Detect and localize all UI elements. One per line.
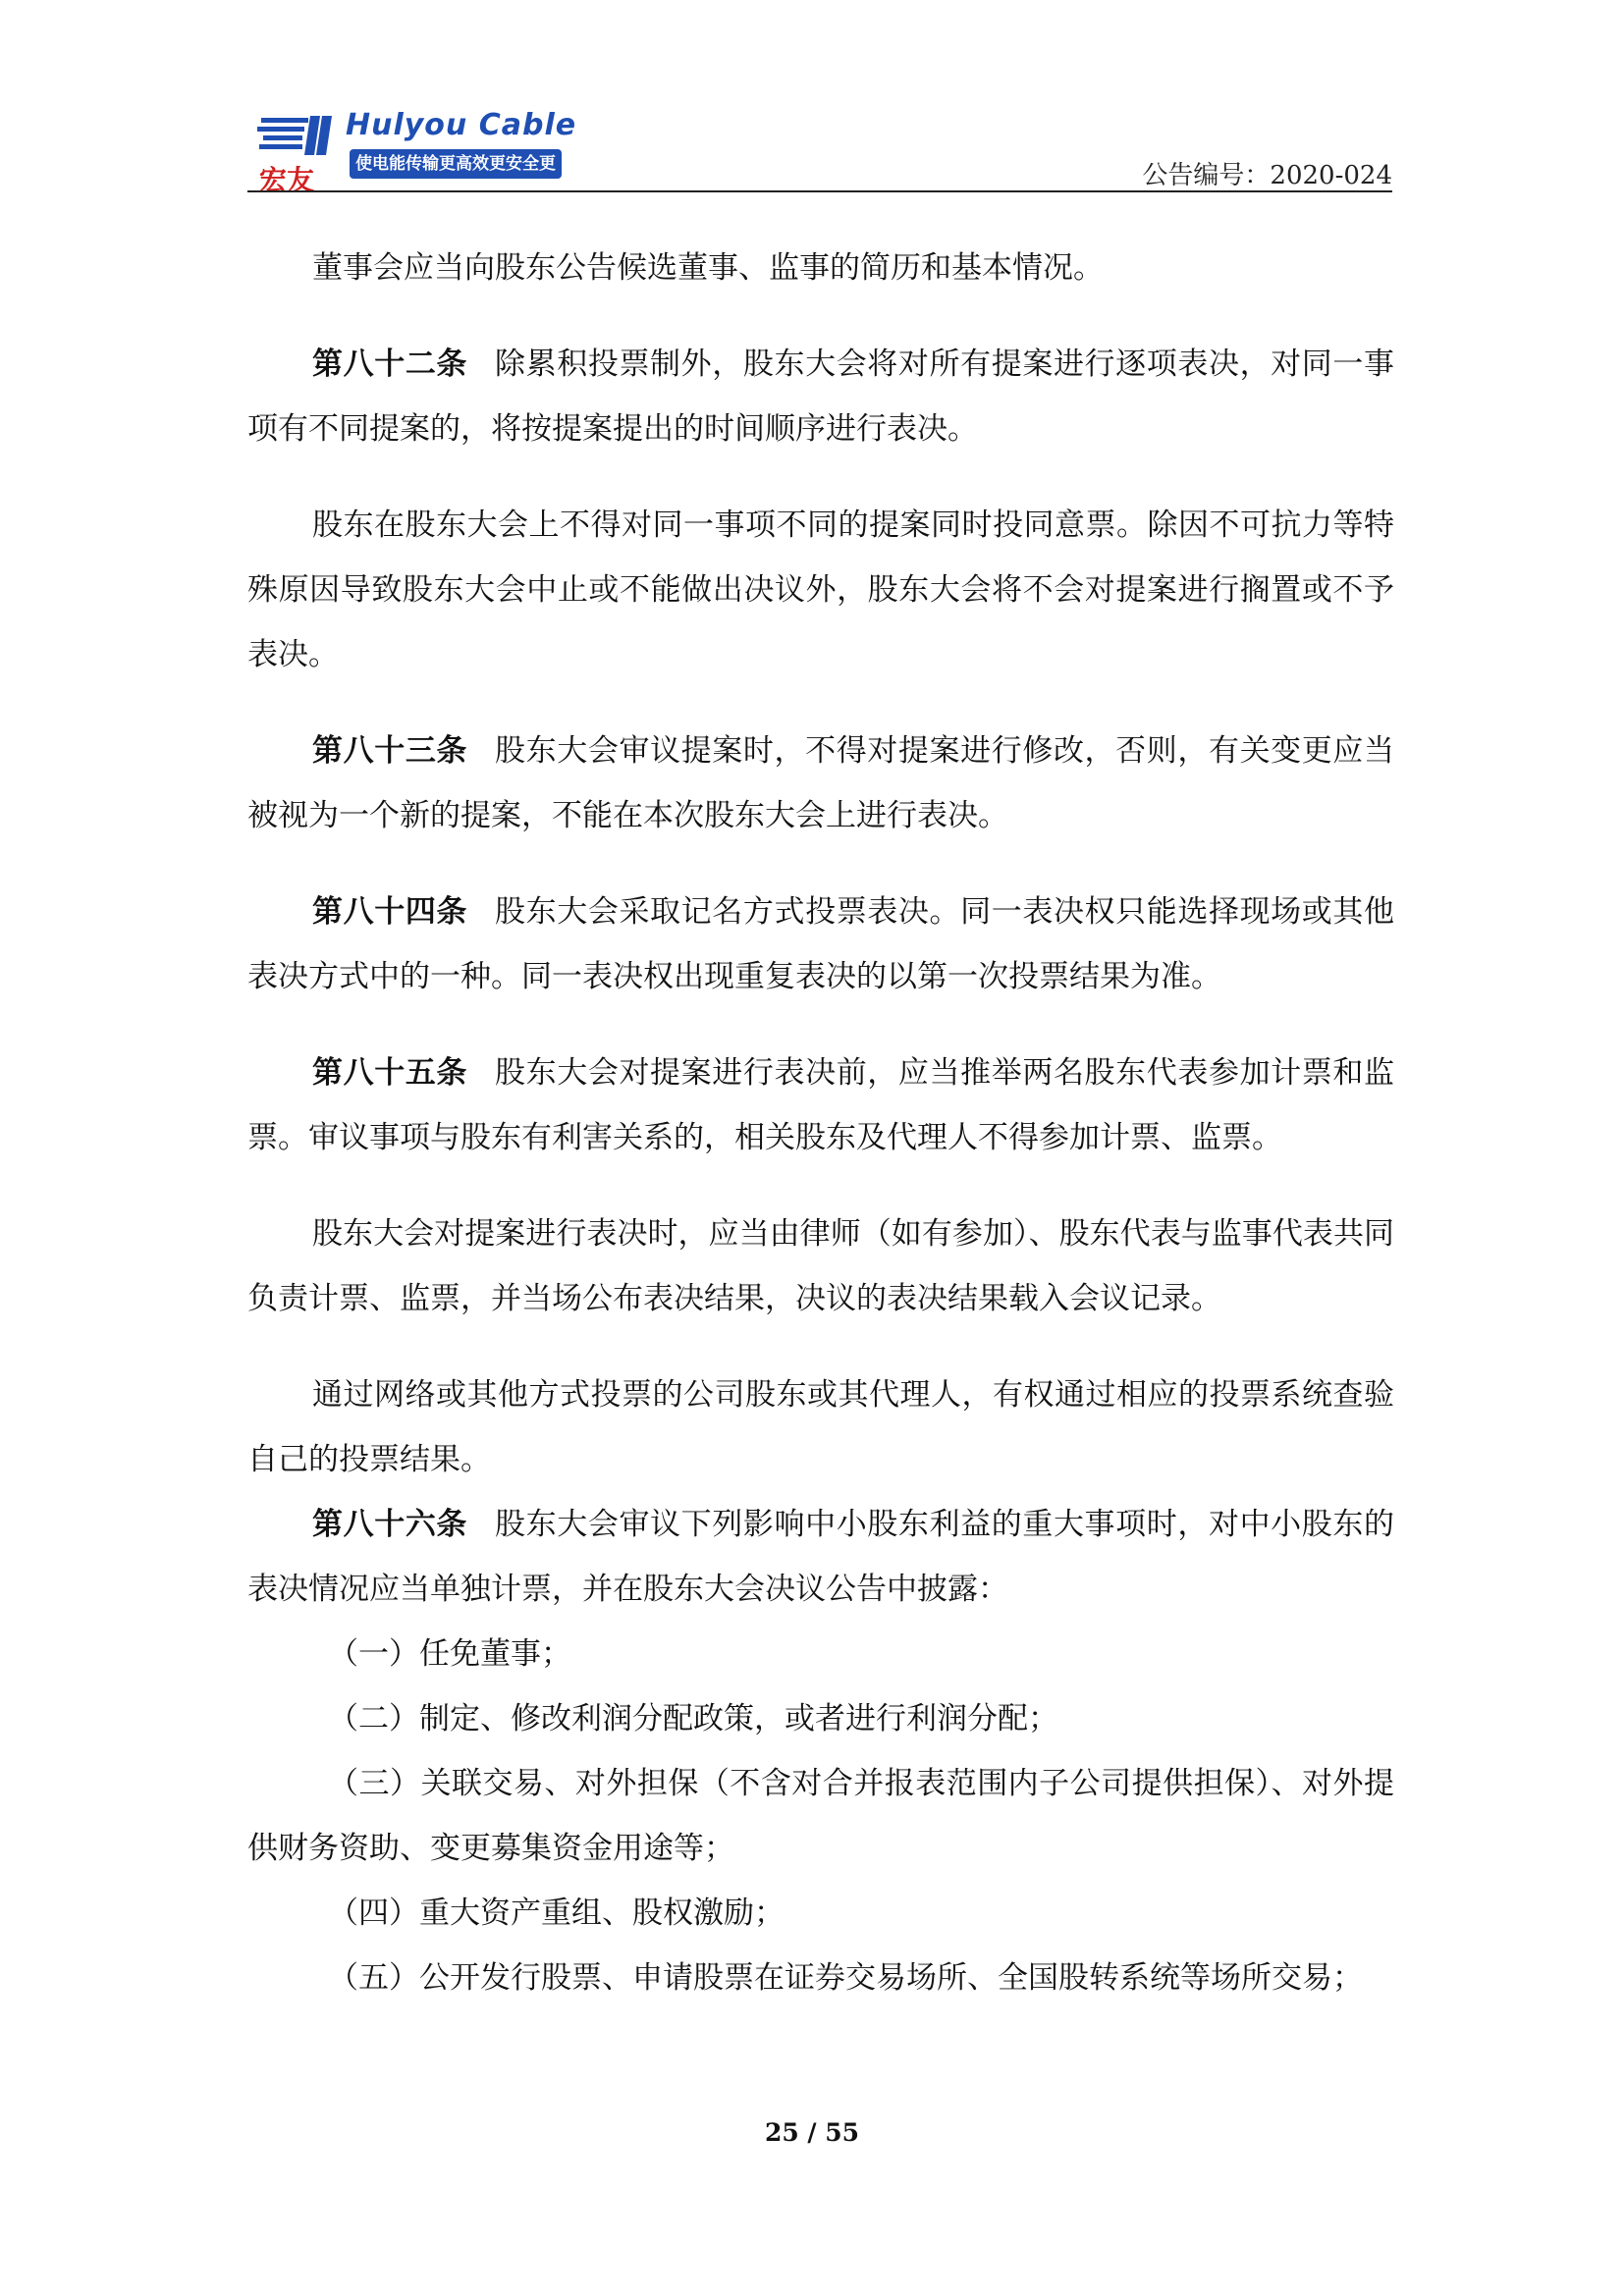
list-item: （四）重大资产重组、股权激励；: [328, 1896, 785, 1931]
list-item: （二）制定、修改利润分配政策，或者进行利润分配；: [328, 1701, 1058, 1736]
list-item: （五）公开发行股票、申请股票在证券交易场所、全国股转系统等场所交易；: [328, 1960, 1363, 1996]
article-heading: 第八十三条: [312, 733, 468, 769]
paragraph-article-85: 第八十五条 股东大会对提案进行表决前，应当推举两名股东代表参加计票和监票。审议事项与股东有利害关系的，相关股东及代理人不得参加计票、监票。: [247, 1055, 1394, 1155]
paragraph-article-86: 第八十六条 股东大会审议下列影响中小股东利益的重大事项时，对中小股东的表决情况应当单独计票，并在股东大会决议公告中披露：: [247, 1507, 1394, 1607]
page-number: 25 / 55: [764, 2118, 860, 2147]
header-rule: [247, 190, 1392, 192]
article-heading: 第八十五条: [312, 1055, 468, 1091]
document-body: [247, 236, 1394, 2010]
paragraph: 股东大会对提案进行表决时，应当由律师（如有参加）、股东代表与监事代表共同负责计票、监票，并当场公布表决结果，决议的表决结果载入会议记录。: [247, 1216, 1394, 1316]
list-item: （一）任免董事；: [328, 1636, 571, 1672]
article-heading: 第八十六条: [312, 1507, 468, 1542]
company-logo: [255, 108, 579, 203]
paragraph: 股东在股东大会上不得对同一事项不同的提案同时投同意票。除因不可抗力等特殊原因导致股东大会中止或不能做出决议外，股东大会将不会对提案进行搁置或不予表决。: [247, 507, 1394, 672]
paragraph-article-84: 第八十四条 股东大会采取记名方式投票表决。同一表决权只能选择现场或其他表决方式中的一种。同一表决权出现重复表决的以第一次投票结果为准。: [247, 894, 1394, 994]
paragraph-article-82: 第八十二条 除累积投票制外，股东大会将对所有提案进行逐项表决，对同一事项有不同提案的，将按提案提出的时间顺序进行表决。: [247, 347, 1394, 447]
paragraph-article-83: 第八十三条 股东大会审议提案时，不得对提案进行修改，否则，有关变更应当被视为一个新的提案，不能在本次股东大会上进行表决。: [247, 733, 1394, 833]
logo-slogan: 使电能传输更高效更安全更绿色: [350, 149, 562, 179]
article-heading: 第八十二条: [312, 347, 468, 382]
paragraph: 通过网络或其他方式投票的公司股东或其代理人，有权通过相应的投票系统查验自己的投票结果。: [247, 1377, 1394, 1477]
list-item: （三）关联交易、对外担保（不含对合并报表范围内子公司提供担保）、对外提供财务资助、变更募集资金用途等；: [247, 1766, 1394, 1866]
logo-chinese-name: 宏友: [259, 164, 315, 196]
announcement-number: 公告编号：2020-024: [1142, 161, 1392, 190]
paragraph: 董事会应当向股东公告候选董事、监事的简历和基本情况。: [312, 250, 1104, 286]
page-header: [247, 108, 1392, 203]
article-heading: 第八十四条: [312, 894, 468, 930]
logo-brand: Hulyou Cable: [346, 108, 577, 142]
